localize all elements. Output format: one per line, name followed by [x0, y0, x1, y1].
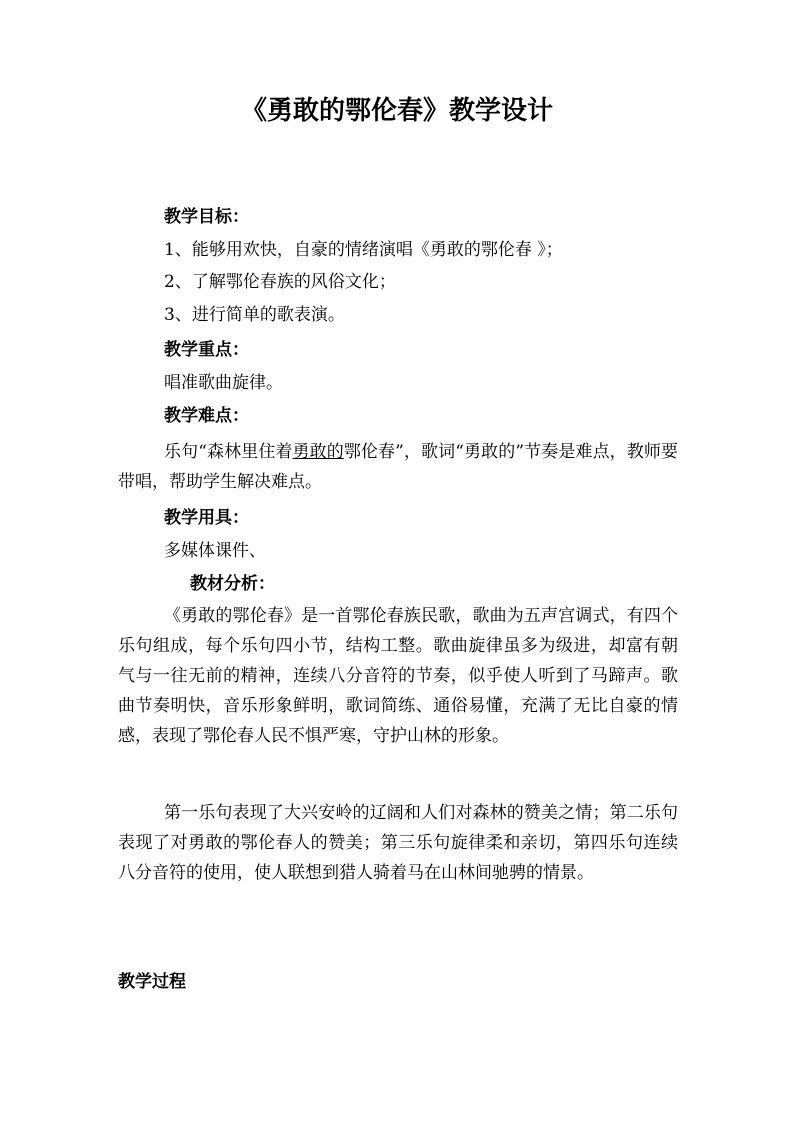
- difficulties-text-pre: 乐句“森林里住着: [164, 442, 293, 462]
- difficulties-text-post: 鄂伦春”，歌词“勇敢的”节奏是难点，教师要带唱，帮助学生解决难点。: [118, 442, 678, 492]
- objectives-heading: 教学目标：: [164, 207, 249, 227]
- difficulties-text: [118, 437, 678, 497]
- difficulties-underlined: 勇敢的: [292, 442, 344, 462]
- tools-heading: 教学用具：: [164, 508, 249, 528]
- page-title: 《勇敢的鄂伦春》教学设计: [240, 96, 553, 126]
- key-points-text: 唱准歌曲旋律。: [164, 373, 283, 393]
- objective-item-3: 3、进行简单的歌表演。: [164, 305, 345, 325]
- analysis-paragraph-2: 第一乐句表现了大兴安岭的辽阔和人们对森林的赞美之情；第二乐句表现了对勇敢的鄂伦春人的赞美；第三乐句旋律柔和亲切，第四乐句连续八分音符的使用，使人联想到猎人骑着马在山林间驰骋的情景。: [118, 803, 678, 883]
- analysis-heading: 教材分析：: [190, 574, 275, 594]
- process-heading: 教学过程: [118, 972, 186, 992]
- difficulties-heading: 教学难点：: [164, 406, 249, 426]
- tools-text: 多媒体课件、: [164, 541, 266, 561]
- objective-item-1: 1、能够用欢快，自豪的情绪演唱《勇敢的鄂伦春 》；: [164, 240, 563, 260]
- objective-item-2: 2、了解鄂伦春族的风俗文化；: [164, 272, 396, 292]
- analysis-paragraph-1: 《勇敢的鄂伦春》是一首鄂伦春族民歌，歌曲为五声宫调式，有四个乐句组成，每个乐句四小节，结构工整。歌曲旋律虽多为级进，却富有朝气与一往无前的精神，连续八分音符的节奏，似乎使人听到了马蹄声。歌曲节奏明快，音乐形象鲜明，歌词简练、通俗易懂，充满了无比自豪的情感，表现了鄂伦春人民不惧严寒，守护山林的形象。: [118, 606, 678, 746]
- key-points-heading: 教学重点：: [164, 340, 249, 360]
